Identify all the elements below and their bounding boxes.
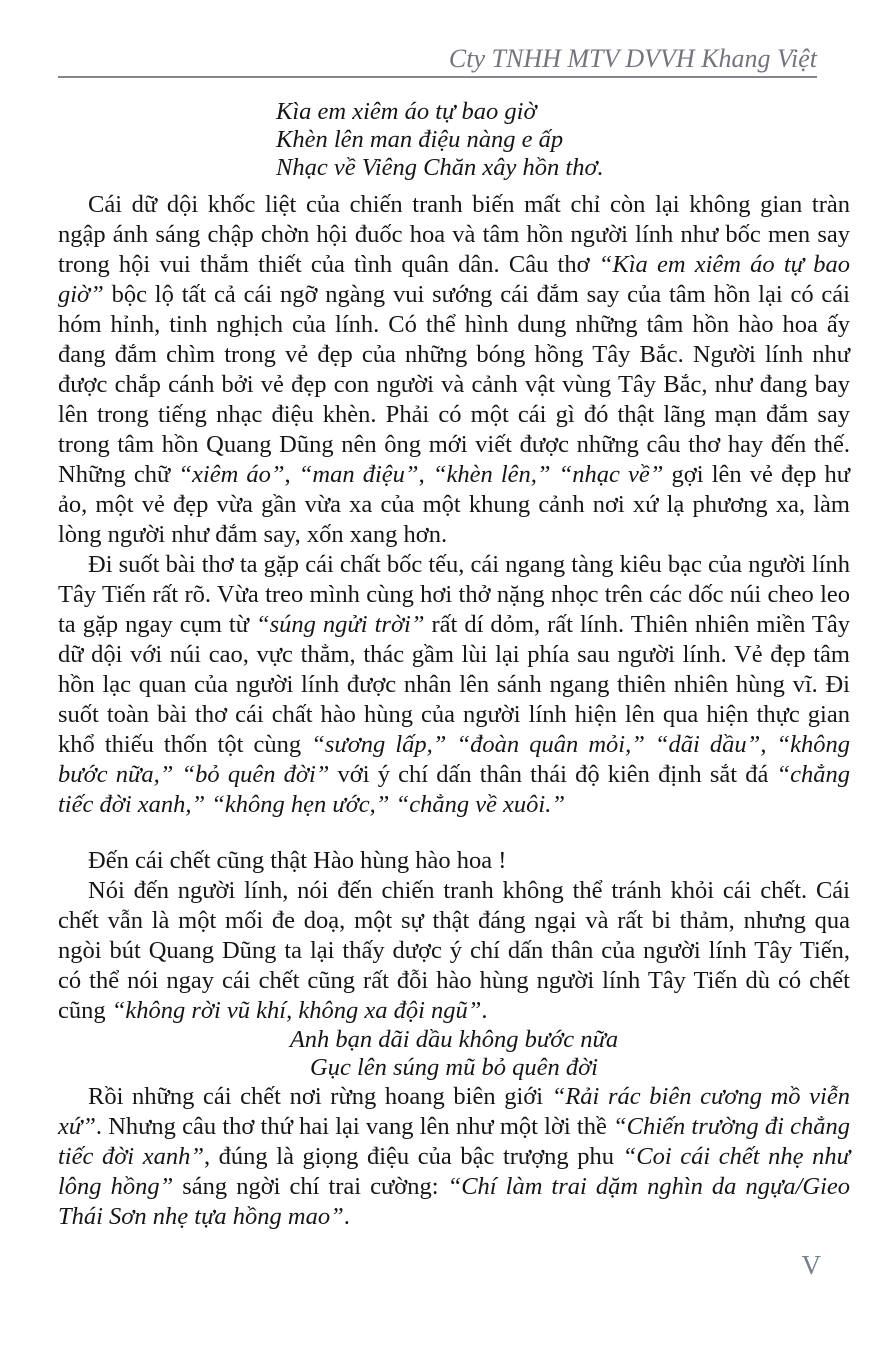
verse-line: Khèn lên man điệu nàng e ấp — [276, 126, 564, 153]
quoted-phrase: “đoàn quân mỏi,” — [456, 731, 645, 758]
quoted-phrase: “khèn lên,” — [432, 461, 551, 488]
paragraph — [58, 190, 850, 550]
quoted-phrase: “súng ngửi trời” — [256, 611, 425, 638]
quoted-phrase: “không rời vũ khí, không xa đội ngũ” — [111, 997, 482, 1024]
paragraph — [58, 846, 850, 876]
page-body — [58, 98, 850, 1232]
quoted-phrase: “chẳng về xuôi.” — [395, 791, 565, 818]
text-run: gợi lên vẻ đẹp hư ảo, một vẻ đẹp vừa gần vừa xa của một khung cảnh nơi xứ lạ phương xa, làm lòng người như đắm say, xốn xang hơn. — [58, 461, 851, 548]
text-run: Đi suốt bài thơ ta gặp cái chất bốc tếu, cái ngang tàng kiêu bạc của người lính Tây Tiến rất rõ. Vừa treo mình cùng hơi thở nặng nhọc trên các dốc núi cheo leo ta gặp ngay cụm từ — [58, 551, 850, 638]
text-run: Cái dữ dội khốc liệt của chiến tranh biến mất chỉ còn lại không gian tràn ngập ánh sáng chập chờn hội đuốc hoa và tâm hồn người lính như bốc men say trong hội vui thắm thiết của tình quân dân. Câu thơ — [58, 191, 850, 278]
text-run: . Nhưng câu thơ thứ hai lại vang lên như một lời thề — [95, 1113, 614, 1140]
text-run: bộc lộ tất cả cái ngỡ ngàng vui sướng cái đắm say của tâm hồn lại có cái hóm hỉnh, tinh nghịch của lính. Có thể hình dung những tâm hồn hào hoa ấy đang đắm chìm trong vẻ đẹp của những bóng hồng Tây Bắc. Người lính như được chắp cánh bởi vẻ đẹp con người và cảnh vật vùng Tây Bắc, như đang bay lên trong tiếng nhạc điệu khèn. Phải có một cái gì đó thật lãng mạn đắm say trong tâm hồn Quang Dũng nên ông mới viết được những câu thơ hay đến thế. Những chữ — [58, 281, 850, 488]
text-run: với ý chí dấn thân thái độ kiên định sắt đá — [329, 761, 777, 788]
quoted-phrase: “bỏ quên đời” — [181, 761, 330, 788]
text-run: . — [343, 1203, 350, 1230]
paragraph — [58, 1082, 850, 1232]
quoted-phrase: “Kìa em xiêm áo tự bao giờ” — [58, 251, 850, 308]
quoted-phrase: “sương lấp,” — [311, 731, 447, 758]
quoted-phrase: “xiêm áo” — [178, 461, 285, 488]
quoted-phrase: “Chí làm trai dặm nghìn da ngựa/Gieo Thái Sơn nhẹ tựa hồng mao” — [58, 1173, 851, 1230]
quoted-phrase: “không hẹn ước,” — [211, 791, 390, 818]
text-run: , đúng là giọng điệu của bậc trượng phu — [203, 1143, 623, 1170]
quoted-phrase: “man điệu” — [298, 461, 419, 488]
text-run — [446, 731, 456, 758]
paragraph — [58, 876, 850, 1026]
text-run: , — [284, 461, 299, 488]
verse-line: Anh bạn dãi dầu không bước nữa — [289, 1026, 619, 1053]
page-header — [58, 0, 850, 78]
header-rule — [58, 76, 817, 78]
publisher-name: Cty TNHH MTV DVVH Khang Việt — [448, 44, 817, 73]
paragraph — [58, 550, 850, 820]
quoted-phrase: “chẳng tiếc đời xanh,” — [58, 761, 850, 818]
text-run — [173, 761, 181, 788]
quoted-phrase: “không bước nữa,” — [58, 731, 851, 788]
quoted-phrase: “dãi dầu” — [654, 731, 761, 758]
text-run — [551, 461, 559, 488]
verse-line: Kìa em xiêm áo tự bao giờ — [276, 98, 537, 125]
text-run: Rồi những cái chết nơi rừng hoang biên giới — [88, 1083, 552, 1110]
verse-block — [58, 1026, 850, 1082]
text-run: rất dí dỏm, rất lính. Thiên nhiên miền Tây dữ dội với núi cao, vực thẳm, thác gầm lùi lại phía sau người lính. Vẻ đẹp tâm hồn lạc quan của người lính được nhân lên sánh ngang thiên nhiên hùng vĩ. Đi suốt toàn bài thơ cái chất hào hùng của người lính hiện lên qua hiện thực gian khổ thiếu thốn tột cùng — [58, 611, 850, 758]
text-run — [645, 731, 655, 758]
quoted-phrase: “Rải rác biên cương mồ viễn xứ” — [58, 1083, 850, 1140]
quoted-phrase: “Coi cái chết nhẹ như lông hồng” — [58, 1143, 851, 1200]
text-run: , — [418, 461, 433, 488]
text-run: Nói đến người lính, nói đến chiến tranh không thể tránh khỏi cái chết. Cái chết vẫn là một mối đe doạ, một sự thật đáng ngại và rất bi thảm, nhưng qua ngòi bút Quang Dũng ta lại thấy dược ý chí dấn thân của người lính Tây Tiến, có thể nói ngay cái chết cũng rất đỗi hào hùng người lính Tây Tiến dù có chết cũng — [58, 877, 850, 1024]
verse-block — [58, 98, 850, 182]
text-run: sáng ngời chí trai cường: — [173, 1173, 448, 1200]
quoted-phrase: “Chiến trường đi chẳng tiếc đời xanh” — [58, 1113, 851, 1170]
verse-line: Nhạc về Viêng Chăn xây hồn thơ. — [276, 154, 604, 181]
text-run: , — [760, 731, 777, 758]
quoted-phrase: “nhạc về” — [558, 461, 664, 488]
text-run: . — [481, 997, 488, 1024]
text-run: Đến cái chết cũng thật Hào hùng hào hoa ! — [88, 847, 507, 874]
verse-line: Gục lên súng mũ bỏ quên đời — [310, 1054, 598, 1081]
page-number: V — [801, 1250, 821, 1280]
